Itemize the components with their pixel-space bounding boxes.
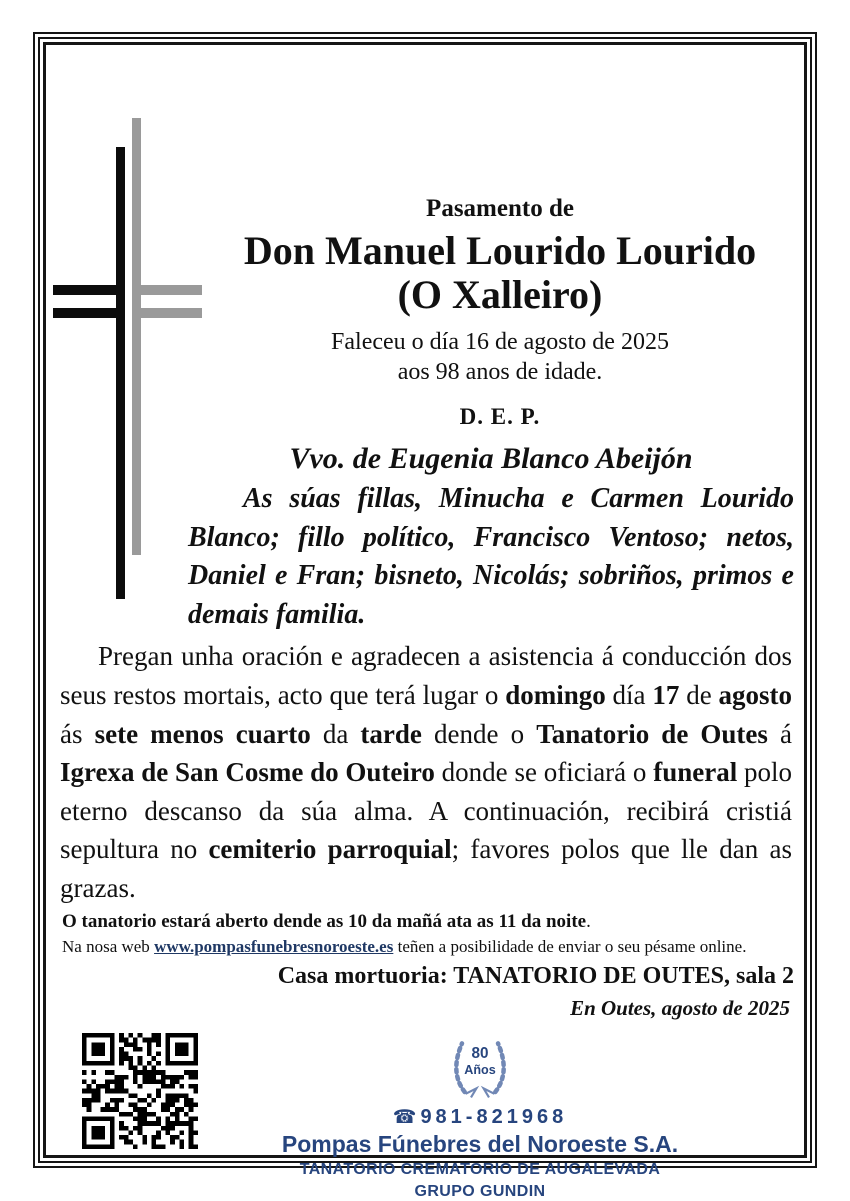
anniversary-badge-icon xyxy=(434,1029,526,1106)
announcement-segment: dende o xyxy=(421,718,537,749)
web-condolence-line xyxy=(62,936,792,957)
condolence-website-link[interactable]: www.pompasfunebresnoroeste.es xyxy=(154,937,394,957)
announcement-segment-bold: Igrexa de San Cosme do Outeiro xyxy=(60,757,435,788)
badge-years: 80 xyxy=(471,1044,489,1062)
place-date-signoff: En Outes, agosto de 2025 xyxy=(570,995,790,1020)
company-name: Pompas Fúnebres del Noroeste S.A. xyxy=(281,1130,679,1157)
ornamental-border-middle xyxy=(38,37,812,1200)
company-line3: GRUPO GUNDIN xyxy=(414,1182,546,1200)
mortuary-house-line: Casa mortuoria: TANATORIO DE OUTES, sala 2 xyxy=(277,962,794,989)
announcement-segment-bold: cemiterio parroquial xyxy=(208,834,452,865)
announcement-segment-bold: 17 xyxy=(652,680,680,710)
relatives-paragraph: As súas fillas, Minucha e Carmen Lourido Blanco; fillo político, Francisco Ventoso; netos, Daniel e Fran; bisneto, Nicolás; sobriños, primos e demais familia. xyxy=(188,482,794,630)
company-line2: TANATORIO CREMATORIO DE AUGALEVADA xyxy=(299,1161,661,1179)
intro-line: Pasamento de xyxy=(426,195,574,222)
notice-content xyxy=(46,45,804,1200)
funeral-home-brand xyxy=(196,1029,764,1201)
phone-line xyxy=(196,1106,764,1129)
badge-label: Años xyxy=(464,1062,496,1077)
announcement-segment-bold: domingo xyxy=(505,680,606,710)
tanatorio-hours-line xyxy=(62,911,792,934)
announcement-segment-bold: tarde xyxy=(360,718,422,749)
ornamental-border-outer xyxy=(33,32,817,1200)
deceased-alias: (O Xalleiro) xyxy=(397,272,603,318)
spouse-line: Vvo. de Eugenia Blanco Abeijón xyxy=(289,442,693,476)
announcement-segment: da xyxy=(310,718,361,749)
deceased-name: Don Manuel Lourido Lourido xyxy=(243,227,757,273)
rip-line: D. E. P. xyxy=(459,404,541,430)
phone-number: 981-821968 xyxy=(420,1105,568,1128)
announcement-segment: ás xyxy=(60,718,95,749)
announcement-segment: polo eterno descanso da súa alma. A continuación, recibirá cristiá sepultura no xyxy=(60,757,792,865)
announcement-segment: Pregan unha oración e agradecen a asistencia á conducción dos seus restos mortais, acto que terá lugar o xyxy=(60,641,792,710)
announcement-segment: día xyxy=(605,680,653,710)
announcement-segment: de xyxy=(679,680,719,710)
notice-header xyxy=(196,195,804,429)
tanatorio-hours-period: . xyxy=(586,910,591,932)
phone-icon: ☎ xyxy=(392,1105,417,1128)
web-line-prefix: Na nosa web xyxy=(62,937,155,957)
announcement-segment-bold: Tanatorio de Outes xyxy=(536,718,768,749)
ornamental-border-inner xyxy=(43,42,807,1200)
announcement-segment-bold: funeral xyxy=(653,757,738,788)
death-date-line: Faleceu o día 16 de agosto de 2025 xyxy=(331,329,669,356)
announcement-segment: á xyxy=(767,718,793,749)
age-line: aos 98 anos de idade. xyxy=(397,359,603,386)
qr-code xyxy=(82,1033,198,1149)
tanatorio-hours-text: O tanatorio estará aberto dende as 10 da mañá ata as 11 da noite xyxy=(62,910,587,932)
announcement-segment-bold: agosto xyxy=(718,680,793,710)
announcement-segment: donde se oficiará o xyxy=(434,757,654,788)
web-line-suffix: teñen a posibilidade de enviar o seu pésame online. xyxy=(393,937,747,957)
announcement-segment: ; favores polos que lle dan as grazas. xyxy=(60,834,792,904)
funeral-home-footer xyxy=(46,1029,804,1199)
announcement-segment-bold: sete menos cuarto xyxy=(94,718,311,749)
announcement-paragraph xyxy=(60,637,792,907)
family-section xyxy=(188,440,794,634)
